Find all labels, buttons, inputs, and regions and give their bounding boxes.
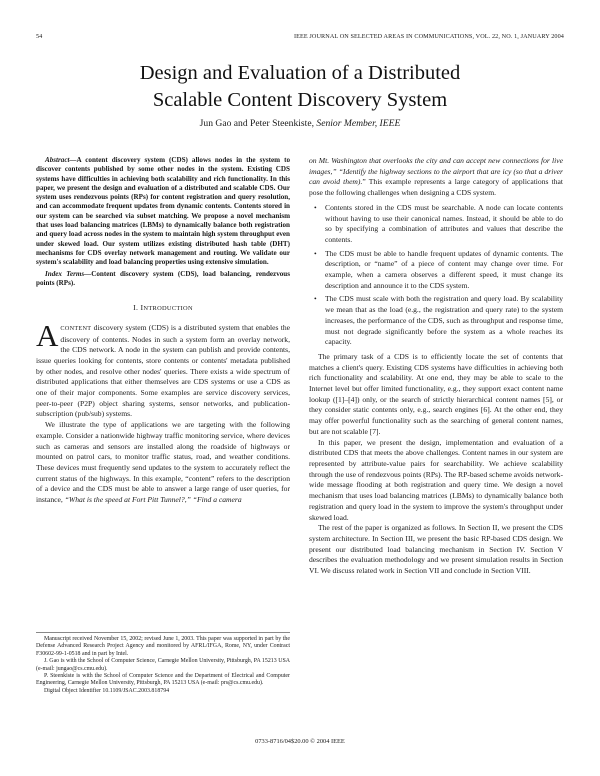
footnote-manuscript: Manuscript received November 15, 2002; revised June 1, 2003. This paper was supported in part by the Defense Advanced Research Project Agency and monitored by AFRL/IFGA, Rome, NY, under Contract F30602-99-1-0518 and in part by Intel. [36,636,290,657]
abstract-lead: Abstract— [45,156,77,164]
intro-paragraph-2-end: ” This example represents a large category of applications that pose the following challenges when designing a CDS system. [309,177,564,198]
intro-paragraph-2-text: We illustrate the type of applications we are targeting with the following example. Consider a nationwide highway traffic monitoring service, where devices such as cameras and sensors are installed along the roadside of highways or mounted on patrol cars, to monitor traffic status, road, and weather conditions. These devices must frequently send updates to the system to accurately reflect the current status of the highways. In this example, “content” refers to the description of a device and the CDS must be able to answer a large range of user queries, for instance, [36,420,290,505]
list-item-text: The CDS must be able to handle frequent updates of dynamic contents. The description, or “name” of a piece of content may change over time. For example, when a camera observes a different speed, it must change its description and announce it to the CDS system. [325,248,563,290]
abstract [36,156,290,268]
intro-paragraph-5: The rest of the paper is organized as follows. In Section II, we present the CDS system architecture. In Section III, we present the basic RP-based CDS design. We present our distributed load balancing mechanism in Section IV. Section V describes the evaluation methodology and we present simulation results in Section VI. We discuss related work in Section VII and conclude in Section VIII. [309,523,563,576]
footnote-doi: Digital Object Identifier 10.1109/JSAC.2003.818794 [44,687,170,694]
footnotes [36,636,290,695]
title-line-2: Scalable Content Discovery System [152,89,448,111]
drop-cap: A [36,317,59,353]
footnote-author-steenkiste: P. Steenkiste is with the School of Computer Science and the Department of Electrical and Computer Engineering, Carnegie Mellon University, Pittsburgh, PA 15213 USA (e-mail: prs@cs.cmu.edu). [36,673,290,687]
list-item [314,248,563,292]
left-column [36,156,290,506]
author-line [60,118,540,129]
bullet-icon: • [314,202,317,212]
intro-paragraph-2-example-continued: on Mt. Washington that overlooks the city and can accept new connections for live images,” “Identify the highway sections to the airport that are icy (so that a driver can avoid them). [309,156,563,187]
intro-paragraph-4: In this paper, we present the design, implementation and evaluation of a distributed CDS that meets the above challenges. Content names in our system are represented by attribute-value pairs for searchability. We achieve scalability through the use of rendezvous points (RPs). The RP-based scheme avoids network-wide message flooding at both registration and query time. We design a novel mechanism that uses load balancing matrices (LBMs) to dynamically balance both registration and query load in the system to improve the system's throughput under skewed load. [309,437,563,522]
author-names: Jun Gao and Peter Steenkiste, [199,118,314,129]
section-title-first: I [140,303,144,313]
running-header [36,33,564,43]
abstract-text: A content discovery system (CDS) allows nodes in the system to discover contents published by some other nodes in the system. Existing CDS systems have difficulties in achieving both scalability and rich functionality. In this paper, we present the design and evaluation of a distributed and scalable CDS. Our system uses rendezvous points (RPs) for content registration and query resolution, and can accommodate frequent updates from dynamic contents. Contents stored in our system can be searched via subset matching. We propose a novel mechanism that uses load balancing matrices (LBMs) to dynamically balance both registration and query load across nodes in the system to maintain high system throughput even under skewed load. Our system utilizes existing distributed hash table (DHT) mechanisms for CDS overlay network management and routing. We validate our system's scalability and load balancing properties using extensive simulation. [36,156,290,267]
bullet-icon: • [314,248,317,258]
copyright-footer: 0733-8716/04$20.00 © 2004 IEEE [255,738,345,745]
list-item [314,294,563,348]
intro-paragraph-2 [36,420,290,506]
index-terms [36,270,290,289]
footnote-author-gao: J. Gao is with the School of Computer Science, Carnegie Mellon University, Pittsburgh, PA 15213 USA (e-mail: jungao@cs.cmu.edu). [36,658,290,672]
section-numeral: I. [133,303,139,313]
footnote-divider [36,632,290,633]
title-line-1: Design and Evaluation of a Distributed [139,62,461,84]
list-item-text: Contents stored in the CDS must be searchable. A node can locate contents without having to use their canonical names. Instead, it should be able to do so by specifying a combination of attributes and values that describe the contents. [325,202,563,244]
bullet-icon: • [314,294,317,304]
intro-paragraph-1-text: discovery system (CDS) is a distributed system that enables the discovery of contents. Nodes in such a system form an overlay network, the CDS network. A node in the system can publish and provide contents, issue queries looking for contents, store contents or contents' metadata published by other nodes, and resolve other nodes' queries. There exists a wide spectrum of distributed applications that either themselves are CDS systems or use a CDS as one of their major components. Some examples are service discovery services, peer-to-peer (P2P) object sharing systems, sensor networks, and publication-subscription (pub/sub) systems. [36,322,290,419]
intro-paragraph-2-continued [309,156,563,199]
right-column [309,156,563,577]
paper-title [60,60,540,114]
intro-paragraph-1 [36,317,290,420]
index-terms-text: Content discovery system (CDS), load balancing, rendezvous points (RPs). [36,269,290,287]
first-word-caps: CONTENT [60,324,92,332]
index-terms-lead: Index Terms— [45,269,92,278]
intro-paragraph-3: The primary task of a CDS is to efficiently locate the set of contents that matches a client's query. Existing CDS systems have difficulties in achieving both rich functionality and scalability. At one end, they may be able to scale to the Internet level but offer limited functionality, e.g., they support exact content name lookup ([1]–[4]) only, or the search of strictly hierarchical content names [5], or they consider static contents only, e.g., search engines [6]. At the other end, they may offer powerful functionality such as the searching of general content names, but are not scalable [7]. [309,351,563,436]
author-membership: Senior Member, IEEE [316,118,401,129]
intro-paragraph-2-example-queries: “What is the speed at Fort Pitt Tunnel?,” “Find a camera [64,495,242,505]
section-heading-introduction [36,303,290,315]
journal-name: IEEE JOURNAL ON SELECTED AREAS IN COMMUNICATIONS, VOL. 22, NO. 1, JANUARY 2004 [293,33,564,40]
page-number: 54 [36,33,43,40]
section-title-rest: NTRODUCTION [143,305,193,313]
list-item-text: The CDS must scale with both the registration and query load. By scalability we mean that as the load (e.g., the registration and query rate) to the system increases, the performance of the CDS, such as throughput and response time, must not degrade significantly before the system as a whole reaches its capacity. [325,294,563,347]
challenge-list [309,203,563,348]
list-item [314,202,563,246]
